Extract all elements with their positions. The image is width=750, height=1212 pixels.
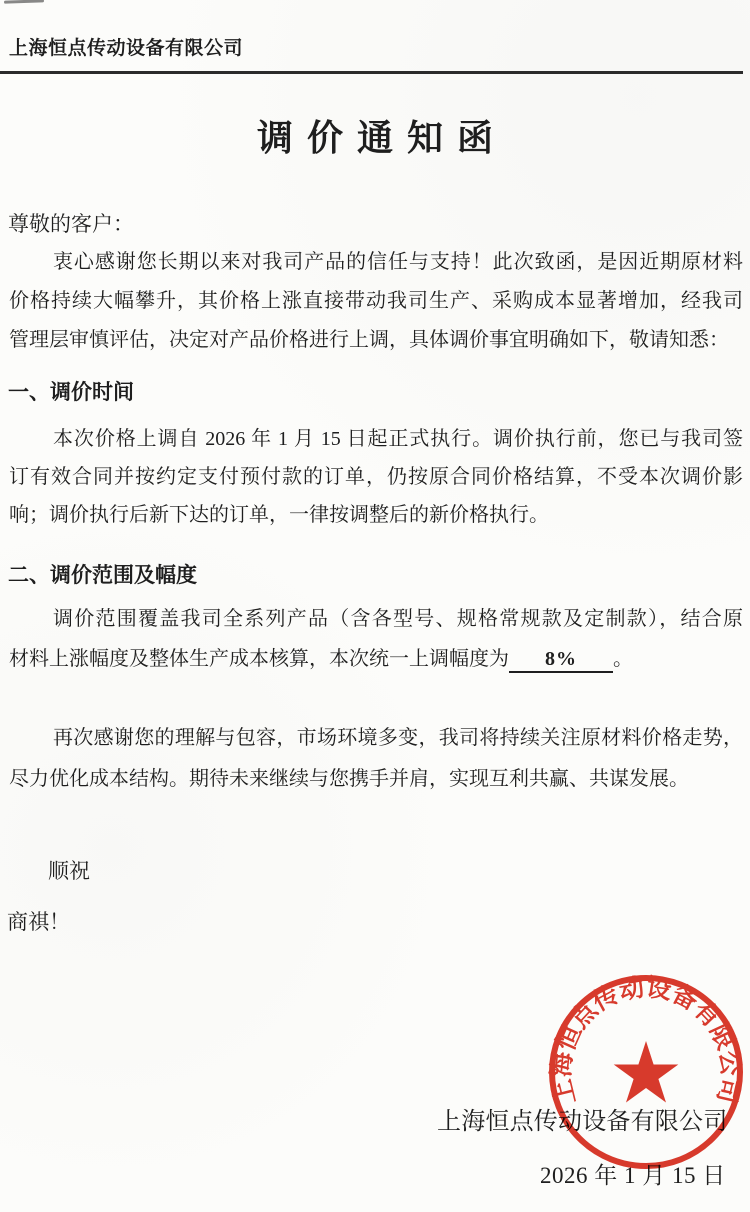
signature-company: 上海恒点传动设备有限公司	[437, 1109, 728, 1135]
letterhead-rule	[0, 71, 743, 74]
rate-value: 8%	[545, 648, 577, 670]
rate-text-after: 。	[613, 648, 633, 670]
complimentary-close-line1: 顺祝	[48, 859, 90, 883]
paragraph-line: 价格持续大幅攀升，其价格上涨直接带动我司生产、采购成本显著增加，经我司	[9, 290, 743, 312]
section1-paragraph	[9, 420, 743, 534]
section1-heading: 一、调价时间	[8, 381, 134, 404]
paragraph-line: 订有效合同并按约定支付预付款的订单，仍按原合同价格结算，不受本次调价影	[9, 466, 743, 488]
paragraph-line: 管理层审慎评估，决定对产品价格进行上调，具体调价事宜明确如下，敬请知悉：	[9, 329, 729, 351]
paragraph-line: 尽力优化成本结构。期待未来继续与您携手并肩，实现互利共赢、共谋发展。	[9, 768, 689, 790]
rate-underline	[509, 648, 613, 673]
salutation: 尊敬的客户：	[8, 212, 134, 236]
scan-artifact	[4, 0, 44, 4]
section2-paragraph	[9, 599, 743, 679]
paragraph-line: 调价范围覆盖我司全系列产品（含各型号、规格常规款及定制款），结合原	[53, 608, 743, 630]
signature-date: 2026 年 1 月 15 日	[540, 1163, 726, 1188]
paragraph-line: 衷心感谢您长期以来对我司产品的信任与支持！此次致函，是因近期原材料	[53, 251, 743, 273]
closing-paragraph	[9, 718, 743, 800]
letterhead-company: 上海恒点传动设备有限公司	[9, 38, 244, 59]
seal-text: 上海恒点传动设备有限公司	[547, 973, 745, 1108]
intro-paragraph	[9, 243, 743, 360]
page-title: 调价通知函	[256, 118, 507, 158]
paragraph-line: 再次感谢您的理解与包容，市场环境多变，我司将持续关注原材料价格走势，	[53, 727, 743, 749]
paragraph-line	[9, 639, 743, 679]
paragraph-line: 响；调价执行后新下达的订单，一律按调整后的新价格执行。	[9, 504, 549, 526]
company-seal	[546, 972, 746, 1172]
seal-star-icon	[614, 1041, 679, 1103]
company-seal-graphic	[546, 972, 746, 1172]
paragraph-line: 本次价格上调自 2026 年 1 月 15 日起正式执行。调价执行前，您已与我司签	[53, 428, 743, 450]
rate-text-before: 材料上涨幅度及整体生产成本核算，本次统一上调幅度为	[9, 648, 509, 670]
section2-heading: 二、调价范围及幅度	[8, 564, 197, 587]
complimentary-close-line2: 商祺！	[7, 910, 70, 934]
